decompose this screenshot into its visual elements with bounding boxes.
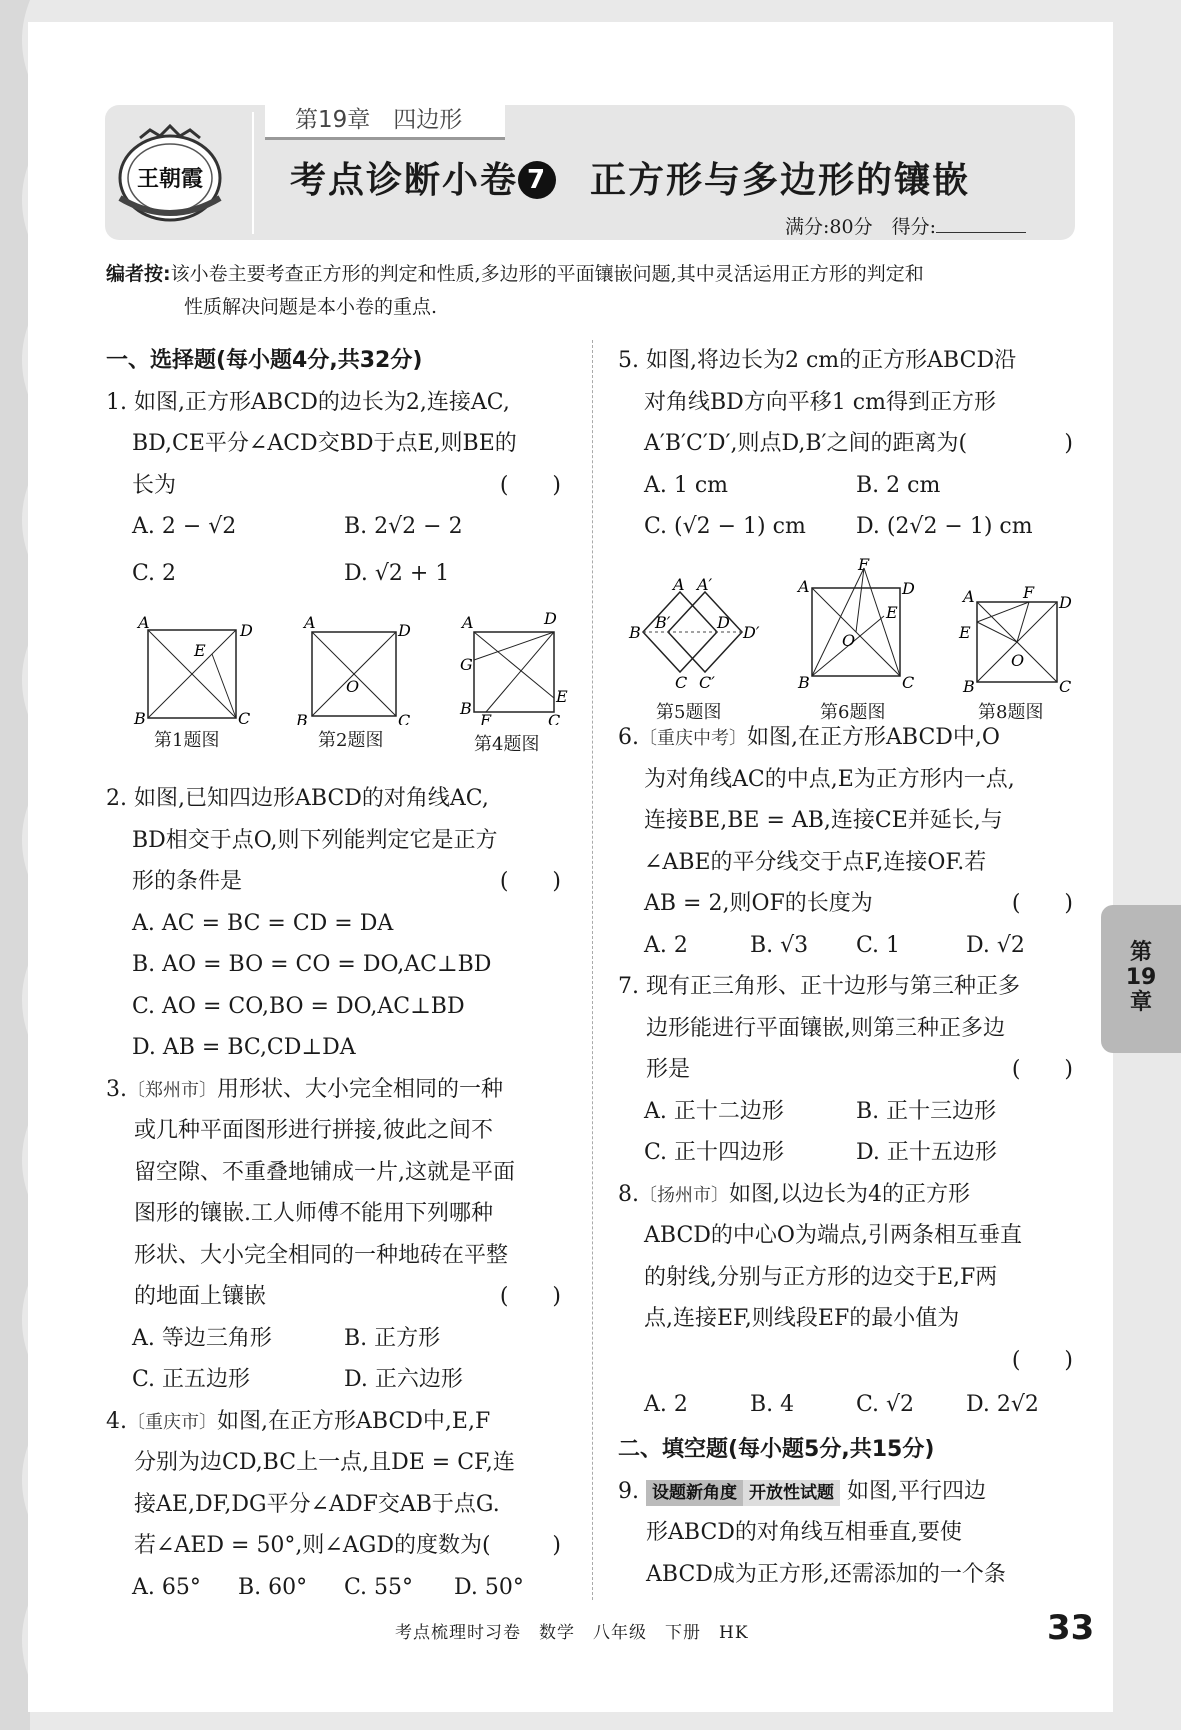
q1-options-row bbox=[106, 553, 561, 600]
svg-text:F: F bbox=[858, 556, 870, 574]
footer-text: 考点梳理时习卷 数学 八年级 下册 HK bbox=[395, 1623, 749, 1643]
q4-option-d[interactable]: D. 50° bbox=[454, 1574, 524, 1600]
q6-line: 连接BE,BE = AB,连接CE并延长,与 bbox=[644, 808, 1003, 833]
svg-text:D′: D′ bbox=[743, 623, 760, 642]
svg-text:D: D bbox=[398, 621, 411, 640]
figure-q2 bbox=[290, 610, 420, 725]
q2-line: BD相交于点O,则下列能判定它是正方 bbox=[132, 827, 498, 853]
q1-option-a[interactable]: A. 2 − √2 bbox=[132, 514, 237, 539]
answer-paren: ( ) bbox=[499, 1284, 561, 1309]
q3-option-a[interactable]: A. 等边三角形 bbox=[132, 1325, 272, 1351]
q2-line bbox=[106, 861, 561, 903]
q5-close-paren: ) bbox=[1064, 431, 1073, 456]
side-tab-line: 19 bbox=[1125, 965, 1157, 990]
note-line-2: 性质解决问题是本小卷的重点. bbox=[184, 296, 438, 318]
title-part1: 考点诊断小卷 bbox=[290, 160, 519, 201]
q9-badge-open: 开放性试题 bbox=[743, 1480, 840, 1506]
q4-option-c[interactable]: C. 55° bbox=[344, 1574, 414, 1600]
logo-emblem bbox=[110, 118, 230, 230]
note-label: 编者按: bbox=[106, 263, 171, 285]
q8-line: ABCD的中心O为端点,引两条相互垂直 bbox=[644, 1223, 1022, 1248]
q2-option-a[interactable]: A. AC = BC = CD = DA bbox=[132, 910, 394, 936]
svg-text:B: B bbox=[963, 677, 975, 695]
section2-heading: 二、填空题(每小题5分,共15分) bbox=[618, 1437, 935, 1462]
q5-option-b[interactable]: B. 2 cm bbox=[856, 472, 941, 498]
q4-option-a[interactable]: A. 65° bbox=[132, 1574, 201, 1600]
q4-option-b[interactable]: B. 60° bbox=[238, 1574, 308, 1600]
q8-option-d[interactable]: D. 2√2 bbox=[966, 1392, 1039, 1417]
q6-line bbox=[618, 883, 1073, 925]
svg-text:D: D bbox=[902, 579, 915, 598]
q5-option-c[interactable]: C. (√2 − 1) cm bbox=[644, 514, 806, 539]
figure-q5 bbox=[625, 570, 765, 690]
q4-line-text: 如图,在正方形ABCD中,E,F bbox=[217, 1408, 491, 1434]
q6-option-a[interactable]: A. 2 bbox=[644, 932, 688, 958]
q3-number: 3. bbox=[106, 1076, 127, 1102]
q7-option-d[interactable]: D. 正十五边形 bbox=[856, 1140, 997, 1165]
q5-line-text: A′B′C′D′,则点D,B′之间的距离为( bbox=[644, 431, 968, 456]
fig8-caption: 第8题图 bbox=[978, 702, 1044, 723]
q3-source-tag: 〔郑州市〕 bbox=[127, 1079, 217, 1101]
q1-line-text: 长为 bbox=[132, 472, 177, 498]
side-tab-line: 第 bbox=[1129, 940, 1152, 965]
q7-line: 7. 现有正三角形、正十边形与第三种正多 bbox=[618, 974, 1020, 999]
figure-q1 bbox=[128, 610, 258, 725]
q6-option-c[interactable]: C. 1 bbox=[856, 932, 901, 958]
svg-text:A: A bbox=[138, 613, 150, 632]
q6-line-text: 如图,在正方形ABCD中,O bbox=[747, 725, 1000, 750]
svg-text:O: O bbox=[842, 631, 856, 650]
page-number: 33 bbox=[1047, 1608, 1095, 1648]
q2-option-b[interactable]: B. AO = BO = CO = DO,AC⊥BD bbox=[132, 952, 492, 977]
q3-line-text: 的地面上镶嵌 bbox=[134, 1284, 267, 1309]
svg-text:C: C bbox=[675, 673, 688, 690]
q1-line bbox=[106, 465, 561, 507]
q1-option-c[interactable]: C. 2 bbox=[132, 561, 177, 586]
q9-line: ABCD成为正方形,还需添加的一个条 bbox=[646, 1561, 1006, 1587]
fig2-caption: 第2题图 bbox=[318, 730, 384, 751]
q9-badge-new-angle: 设题新角度 bbox=[646, 1480, 743, 1506]
q3-option-d[interactable]: D. 正六边形 bbox=[344, 1367, 463, 1392]
q9-number: 9. bbox=[618, 1478, 639, 1504]
q3-option-b[interactable]: B. 正方形 bbox=[344, 1325, 441, 1351]
note-line-1: 该小卷主要考查正方形的判定和性质,多边形的平面镶嵌问题,其中灵活运用正方形的判定和 bbox=[170, 263, 924, 285]
q3-options-row bbox=[106, 1359, 561, 1401]
q6-number: 6. bbox=[618, 725, 639, 750]
q8-option-b[interactable]: B. 4 bbox=[750, 1392, 795, 1417]
q6-line-text: AB = 2,则OF的长度为 bbox=[644, 891, 873, 916]
q5-options-row bbox=[618, 465, 1073, 507]
q3-line: 或几种平面图形进行拼接,彼此之间不 bbox=[134, 1118, 493, 1143]
answer-paren: ( ) bbox=[499, 869, 561, 894]
svg-text:E: E bbox=[886, 603, 898, 622]
answer-paren: ( ) bbox=[1011, 891, 1073, 916]
page-title bbox=[290, 152, 970, 203]
q4-line: 接AE,DF,DG平分∠ADF交AB于点G. bbox=[134, 1491, 500, 1517]
q4-line bbox=[106, 1525, 561, 1567]
q8-paren-row bbox=[618, 1340, 1073, 1382]
svg-text:D: D bbox=[240, 621, 253, 640]
q5-option-a[interactable]: A. 1 cm bbox=[644, 472, 729, 498]
q1-line: BD,CE平分∠ACD交BD于点E,则BE的 bbox=[132, 431, 517, 456]
svg-text:C: C bbox=[238, 709, 251, 725]
q8-options-row bbox=[618, 1381, 1073, 1429]
answer-paren: ( ) bbox=[1011, 1347, 1073, 1373]
score-blank bbox=[936, 232, 1026, 233]
q8-source-tag: 〔扬州市〕 bbox=[639, 1184, 729, 1206]
q6-source-tag: 〔重庆中考〕 bbox=[639, 728, 747, 749]
svg-text:B: B bbox=[460, 699, 472, 718]
q4-line: 分别为边CD,BC上一点,且DE = CF,连 bbox=[134, 1450, 515, 1475]
right-column bbox=[618, 340, 1073, 1595]
svg-text:B: B bbox=[629, 623, 641, 642]
svg-text:E: E bbox=[959, 623, 971, 642]
svg-text:D: D bbox=[1059, 593, 1072, 612]
fig6-caption: 第6题图 bbox=[820, 702, 886, 723]
svg-text:G: G bbox=[460, 655, 473, 674]
svg-text:D: D bbox=[717, 613, 730, 632]
q7-line: 边形能进行平面镶嵌,则第三种正多边 bbox=[646, 1015, 1005, 1041]
q8-option-a[interactable]: A. 2 bbox=[644, 1392, 688, 1417]
score-line bbox=[785, 212, 1026, 239]
svg-text:A: A bbox=[673, 575, 685, 594]
figure-q6 bbox=[790, 556, 930, 691]
answer-paren: ( ) bbox=[499, 472, 561, 498]
q4-number: 4. bbox=[106, 1408, 127, 1434]
svg-text:F: F bbox=[480, 711, 492, 725]
q9-line: 形ABCD的对角线互相垂直,要使 bbox=[646, 1520, 962, 1545]
q5-options-row bbox=[618, 506, 1073, 553]
fig5-caption: 第5题图 bbox=[656, 702, 722, 723]
svg-text:A: A bbox=[798, 577, 810, 596]
q8-number: 8. bbox=[618, 1181, 639, 1207]
svg-text:F: F bbox=[1023, 583, 1035, 602]
q2-line-text: 形的条件是 bbox=[132, 869, 243, 894]
q7-option-b[interactable]: B. 正十三边形 bbox=[856, 1098, 997, 1124]
title-number: 7 bbox=[518, 161, 556, 199]
q5-line: 对角线BD方向平移1 cm得到正方形 bbox=[644, 389, 996, 415]
q8-option-c[interactable]: C. √2 bbox=[856, 1392, 915, 1417]
q5-line bbox=[618, 423, 1073, 465]
q4-source-tag: 〔重庆市〕 bbox=[127, 1411, 217, 1433]
q4-close-paren: ) bbox=[552, 1533, 561, 1558]
q9-line-text: 如图,平行四边 bbox=[847, 1478, 986, 1504]
q6-option-b[interactable]: B. √3 bbox=[750, 932, 809, 958]
svg-text:C: C bbox=[548, 711, 561, 725]
q3-option-c[interactable]: C. 正五边形 bbox=[132, 1367, 251, 1392]
q8-line: 点,连接EF,则线段EF的最小值为 bbox=[644, 1306, 960, 1331]
svg-text:O: O bbox=[346, 677, 360, 696]
q4-options-row bbox=[106, 1567, 561, 1609]
q7-line bbox=[618, 1049, 1073, 1091]
svg-text:B: B bbox=[134, 709, 146, 725]
q7-options-row bbox=[618, 1132, 1073, 1174]
side-tab-line: 章 bbox=[1129, 990, 1152, 1015]
figure-q8 bbox=[955, 580, 1085, 695]
q5-option-d[interactable]: D. (2√2 − 1) cm bbox=[856, 514, 1033, 539]
q1-option-d[interactable]: D. √2 + 1 bbox=[344, 561, 450, 586]
svg-text:O: O bbox=[1011, 651, 1025, 670]
q1-options-row bbox=[106, 506, 561, 553]
svg-text:B: B bbox=[798, 673, 810, 691]
score-text: 满分:80分 得分: bbox=[785, 216, 936, 238]
q7-option-a[interactable]: A. 正十二边形 bbox=[644, 1098, 784, 1124]
q6-line: 为对角线AC的中点,E为正方形内一点, bbox=[644, 766, 1015, 792]
q9-line bbox=[618, 1471, 1073, 1513]
q2-option-d[interactable]: D. AB = BC,CD⊥DA bbox=[132, 1035, 356, 1060]
q6-options-row bbox=[618, 925, 1073, 967]
q8-line-text: 如图,以边长为4的正方形 bbox=[729, 1181, 970, 1207]
q3-line: 图形的镶嵌.工人师傅不能用下列哪种 bbox=[134, 1201, 493, 1226]
q6-line: ∠ABE的平分线交于点F,连接OF.若 bbox=[644, 849, 987, 875]
q3-line bbox=[106, 1276, 561, 1318]
column-divider bbox=[592, 340, 593, 1600]
svg-text:A′: A′ bbox=[697, 575, 713, 594]
q3-line-text: 用形状、大小完全相同的一种 bbox=[217, 1076, 504, 1102]
svg-text:B′: B′ bbox=[655, 613, 671, 632]
q3-options-row bbox=[106, 1318, 561, 1360]
q7-option-c[interactable]: C. 正十四边形 bbox=[644, 1140, 785, 1165]
svg-text:C: C bbox=[398, 711, 411, 725]
answer-paren: ( ) bbox=[1011, 1057, 1073, 1082]
figure-q4 bbox=[452, 610, 572, 725]
q5-line: 5. 如图,将边长为2 cm的正方形ABCD沿 bbox=[618, 348, 1017, 373]
q1-option-b[interactable]: B. 2√2 − 2 bbox=[344, 514, 463, 539]
q7-line-text: 形是 bbox=[646, 1057, 691, 1082]
svg-text:王朝霞: 王朝霞 bbox=[136, 166, 204, 192]
svg-text:E: E bbox=[194, 641, 206, 660]
q2-option-c[interactable]: C. AO = CO,BO = DO,AC⊥BD bbox=[132, 993, 465, 1019]
svg-text:C: C bbox=[902, 673, 915, 691]
svg-text:B: B bbox=[296, 711, 308, 725]
svg-text:C: C bbox=[1059, 677, 1072, 695]
svg-text:D: D bbox=[544, 610, 557, 628]
q2-line: 2. 如图,已知四边形ABCD的对角线AC, bbox=[106, 786, 489, 811]
fig4-caption: 第4题图 bbox=[474, 734, 540, 755]
q1-line: 1. 如图,正方形ABCD的边长为2,连接AC, bbox=[106, 389, 510, 415]
q6-option-d[interactable]: D. √2 bbox=[966, 932, 1025, 958]
chapter-side-tab bbox=[1101, 905, 1181, 1053]
q3-line: 形状、大小完全相同的一种地砖在平整 bbox=[134, 1242, 509, 1268]
q7-options-row bbox=[618, 1091, 1073, 1133]
editor-note bbox=[106, 258, 1076, 324]
svg-text:E: E bbox=[556, 687, 568, 706]
q8-line: 的射线,分别与正方形的边交于E,F两 bbox=[644, 1264, 998, 1290]
section1-heading: 一、选择题(每小题4分,共32分) bbox=[106, 348, 423, 373]
q4-line bbox=[106, 1401, 561, 1443]
svg-text:C′: C′ bbox=[699, 673, 715, 690]
svg-text:A: A bbox=[462, 613, 474, 632]
q3-line bbox=[106, 1069, 561, 1111]
chapter-label: 第19章 四边形 bbox=[265, 100, 505, 140]
q4-line-text: 若∠AED = 50°,则∠AGD的度数为( bbox=[134, 1533, 491, 1558]
header-divider bbox=[252, 112, 254, 234]
left-column bbox=[106, 340, 561, 1608]
title-part2: 正方形与多边形的镶嵌 bbox=[590, 160, 971, 201]
svg-text:A: A bbox=[963, 587, 975, 606]
svg-text:A: A bbox=[304, 613, 316, 632]
q3-line: 留空隙、不重叠地铺成一片,这就是平面 bbox=[134, 1159, 515, 1185]
fig1-caption: 第1题图 bbox=[154, 730, 220, 751]
q8-line bbox=[618, 1174, 1073, 1216]
